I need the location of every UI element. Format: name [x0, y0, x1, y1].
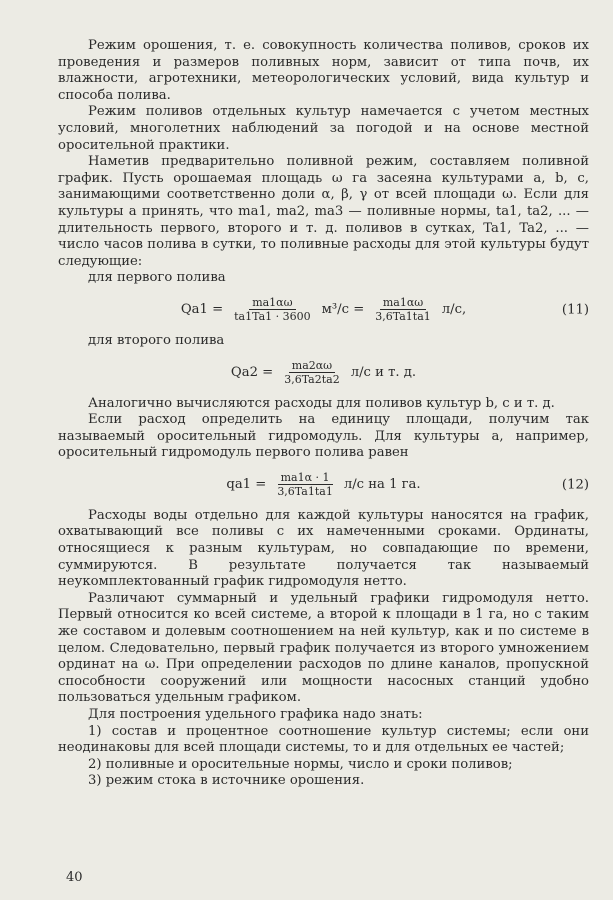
equation-second — [58, 350, 589, 396]
paragraph-4: Аналогично вычисляются расходы для поливов культур b, c и т. д. — [88, 395, 555, 411]
paragraph-3: Наметив предварительно поливной режим, составляем поливной график. Пусть орошаемая площадь ω га засеяна культурами a, b, c, занимающими соответственно доли α, β, γ от всей площади ω. Если для культуры a принять, что ma1, ma2, ma3 — поливные нормы, ta1, ta2, ... — длительность первого, второго и т. д. поливов в сутках, Ta1, Ta2, ... — число часов полива в сутки, то поливные расходы для этой культуры будут следующие: — [58, 154, 589, 269]
eq2-numerator: ma2αω — [289, 359, 335, 373]
equation-12 — [58, 462, 589, 508]
eq2-lhs: Qa2 = — [230, 365, 274, 380]
eq11-fraction-2 — [372, 296, 434, 323]
eq11-lhs: Qa1 = — [180, 302, 224, 318]
eq11-frac2-numerator: ma1αω — [380, 296, 426, 310]
first-irrigation-label: для первого полива — [88, 270, 226, 286]
eq11-fraction-1 — [231, 296, 314, 323]
paragraph-1: Режим орошения, т. е. совокупность количества поливов, сроков их проведения и размеров поливных норм, зависит от типа почв, их влажности, агротехники, метеорологических условий, вида культур и способа полива. — [58, 38, 589, 103]
equation-11 — [58, 287, 589, 333]
paragraph-6: Расходы воды отдельно для каждой культуры наносятся на график, охватывающий все поливы с их намеченными сроками. Ординаты, относящиеся к разным культурам, но совпадающие по времени, суммируются. В результате получается так называемый неукомплектованный график гидромодуля нетто. — [58, 507, 589, 590]
list-item-2: 2) поливные и оросительные нормы, число и сроки поливов; — [88, 756, 513, 772]
eq12-numerator: ma1α · 1 — [278, 471, 333, 485]
eq11-frac1-numerator: ma1αω — [249, 296, 295, 310]
eq11-frac1-denominator: ta1Ta1 · 3600 — [234, 310, 311, 324]
eq12-fraction — [274, 471, 336, 498]
paragraph-8: Для построения удельного графика надо знать: — [88, 707, 423, 722]
eq11-number: (11) — [561, 302, 589, 318]
eq12-lhs: qa1 = — [226, 477, 267, 493]
paragraph-2: Режим поливов отдельных культур намечается с учетом местных условий, многолетних наблюдений за погодой и на основе местной оросительной практики. — [58, 104, 589, 153]
eq11-unit-2: л/с, — [441, 302, 467, 318]
eq12-denominator: 3,6Ta1ta1 — [277, 485, 333, 499]
eq12-number: (12) — [561, 477, 589, 493]
list-item-3: 3) режим стока в источнике орошения. — [88, 773, 365, 789]
paragraph-5: Если расход определить на единицу площади, получим так называемый оросительный гидромодуль. Для культуры a, например, оросительный гидромодуль первого полива равен — [58, 412, 589, 461]
second-irrigation-label: для второго полива — [88, 332, 225, 348]
eq2-unit: л/с и т. д. — [350, 365, 417, 380]
paragraph-7: Различают суммарный и удельный графики гидромодуля нетто. Первый относится ко всей системе, а второй к площади в 1 га, но с таким же составом и долевым соотношением на ней культур, как и по системе в целом. Следовательно, первый график получается из второго умножением ординат на ω. При определении расходов по длине каналов, пропускной способности сооружений или мощности насосных станций удобно пользоваться удельным графиком. — [58, 590, 589, 706]
eq11-frac2-denominator: 3,6Ta1ta1 — [375, 310, 431, 324]
eq2-denominator: 3,6Ta2ta2 — [284, 373, 340, 386]
eq11-unit-1: м³/с = — [321, 302, 365, 318]
list-item-1: 1) состав и процентное соотношение культур системы; если они неодинаковы для всей площади системы, то и для отдельных ее частей; — [58, 723, 589, 756]
eq12-unit: л/с на 1 га. — [343, 477, 421, 493]
page-number: 40 — [66, 870, 83, 885]
eq2-fraction — [281, 359, 343, 386]
